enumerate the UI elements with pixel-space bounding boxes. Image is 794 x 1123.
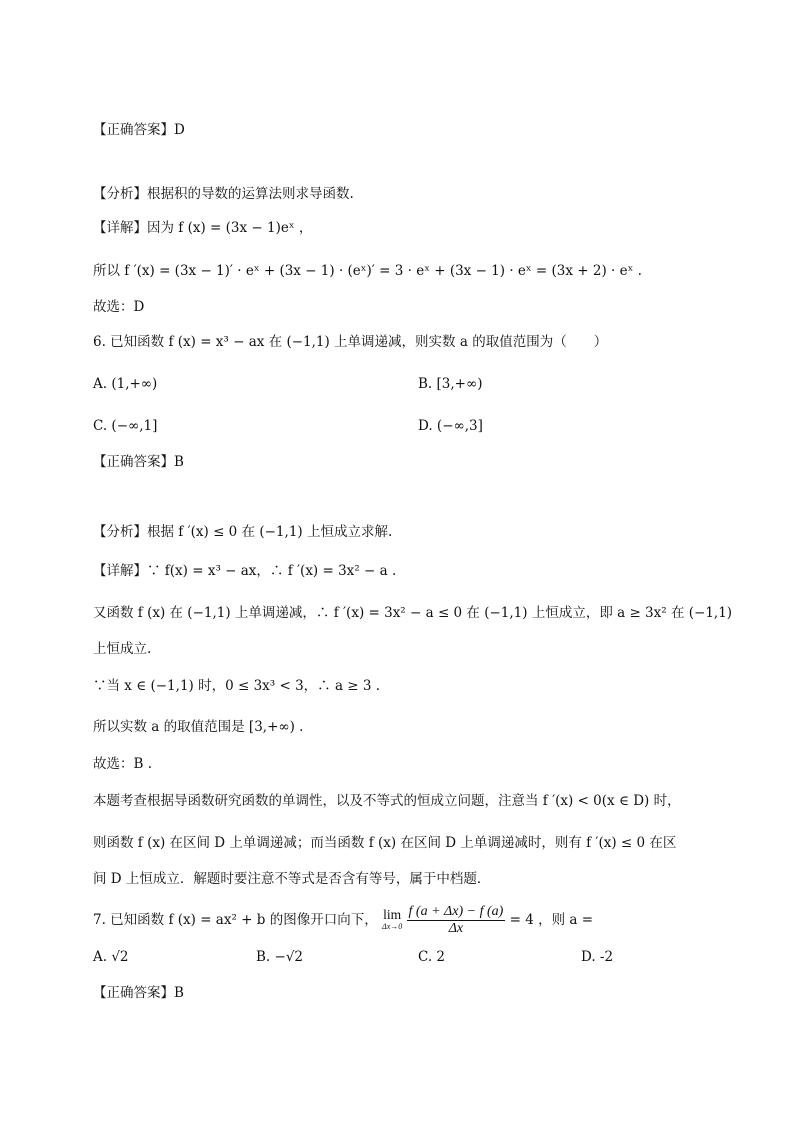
option-7-b: B. −√2: [256, 949, 304, 965]
limit-operator: [382, 906, 403, 933]
answer-7: 【正确答案】B: [93, 985, 184, 1001]
derivation-5: 所以 f ′(x) = (3x − 1)′ · eˣ + (3x − 1) · (eˣ)′ = 3 · eˣ + (3x − 1) · eˣ = (3x + 2) · eˣ .: [93, 263, 642, 279]
answer-6: 【正确答案】B: [93, 454, 184, 470]
analysis-5: 【分析】根据积的导数的运算法则求导函数.: [93, 186, 354, 202]
note-6-b: 则函数 f (x) 在区间 D 上单调递减；而当函数 f (x) 在区间 D 上单调递减时，则有 f ′(x) ≤ 0 在区: [93, 835, 677, 851]
detail-5: 【详解】因为 f (x) = (3x − 1)eˣ ，: [93, 220, 313, 236]
step-6-b: 上恒成立.: [93, 641, 152, 657]
limit-subscript: Δx→0: [382, 921, 403, 931]
option-6-b: B. [3,+∞): [418, 376, 483, 392]
choice-5: 故选：D: [93, 299, 145, 315]
fraction-numerator: f (a + Δx) − f (a): [408, 904, 504, 919]
option-7-d: D. -2: [581, 949, 614, 965]
question-7-suffix: = 4 ，则 a =: [509, 912, 594, 928]
detail-6: 【详解】∵ f(x) = x³ − ax，∴ f ′(x) = 3x² − a .: [93, 563, 397, 579]
choice-6: 故选：B .: [93, 756, 153, 772]
question-6: 6. 已知函数 f (x) = x³ − ax 在 (−1,1) 上单调递减，则实数 a 的取值范围为（ ）: [93, 334, 608, 350]
note-6-a: 本题考查根据导函数研究函数的单调性，以及不等式的恒成立问题，注意当 f ′(x) < 0(x ∈ D) 时，: [93, 793, 681, 809]
step-6-a: 又函数 f (x) 在 (−1,1) 上单调递减，∴ f ′(x) = 3x² − a ≤ 0 在 (−1,1) 上恒成立，即 a ≥ 3x² 在 (−1,1): [93, 605, 733, 621]
limit-text: lim: [383, 906, 402, 922]
analysis-6: 【分析】根据 f ′(x) ≤ 0 在 (−1,1) 上恒成立求解.: [93, 524, 393, 540]
difference-quotient: [407, 904, 506, 937]
step-6-d: 所以实数 a 的取值范围是 [3,+∞) .: [93, 719, 304, 735]
question-7: [93, 900, 593, 940]
option-7-c: C. 2: [418, 949, 446, 965]
option-6-c: C. (−∞,1]: [93, 418, 158, 434]
option-6-a: A. (1,+∞): [93, 376, 158, 392]
fraction-denominator: Δx: [448, 921, 464, 936]
question-7-prefix: 7. 已知函数 f (x) = ax² + b 的图像开口向下，: [93, 912, 378, 928]
note-6-c: 间 D 上恒成立．解题时要注意不等式是否含有等号，属于中档题．: [93, 871, 491, 887]
option-6-d: D. (−∞,3]: [418, 418, 483, 434]
step-6-c: ∵当 x ∈ (−1,1) 时，0 ≤ 3x³ < 3，∴ a ≥ 3 .: [93, 678, 381, 694]
option-7-a: A. √2: [93, 949, 129, 965]
answer-5: 【正确答案】D: [93, 122, 185, 138]
